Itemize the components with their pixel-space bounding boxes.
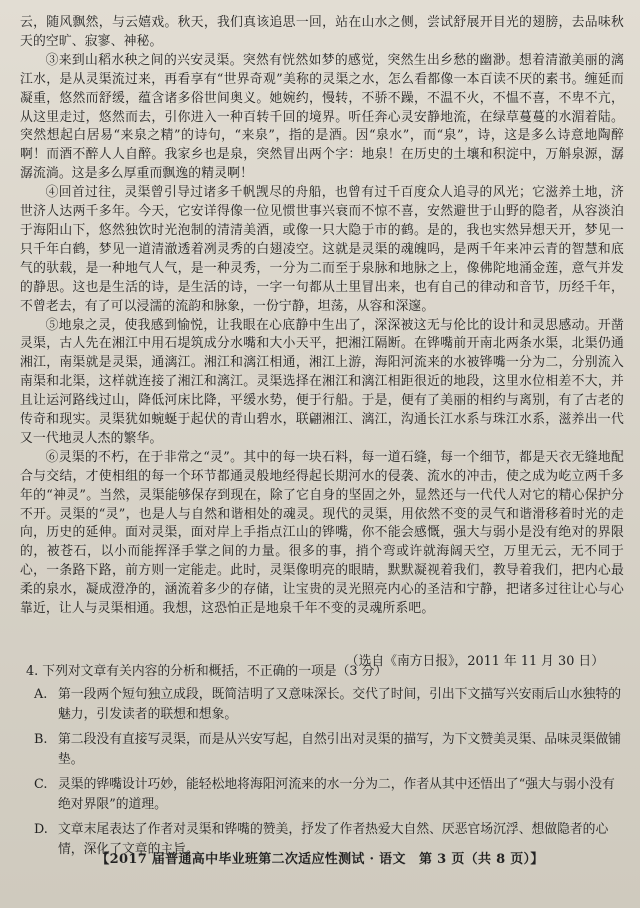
passage-paragraph-5: ⑤地泉之灵，使我感到愉悦，让我眼在心底静中生出了，深深被这无与伦比的设计和灵思感动。开凿灵渠，古人先在湘江中用石堤筑成分水嘴和大小天平，把湘江隔断。在铧嘴前开南北两条水渠，北渠仍通湘江，南渠就是灵渠，通漓江。湘江和漓江相通，湘江上游，海阳河流来的水被铧嘴一分为二，分别流入南渠和北渠，这样就连接了湘江和漓江。灵渠选择在湘江和漓江相距很近的地段，这里水位相差不大，并且让运河路线过山，降低河床比降，平缓水势，便于行船。于是，便有了美丽的相约与离别，有了古老的传奇和现实。灵渠犹如蜿蜒于起伏的青山碧水，联翩湘江、漓江，沟通长江水系与珠江水系，滋养出一代又一代地灵人杰的繁华。 xyxy=(20,317,624,446)
question-title: 4. 下列对文章有关内容的分析和概括，不正确的一项是（3 分） xyxy=(26,664,388,679)
passage-paragraph-4: ④回首过往，灵渠曾引导过诸多千帆觊尽的舟船，也曾有过千百度众人追寻的风光；它滋养土地，济世济人达两千多年。今天，它安详得像一位见惯世事兴衰而不惊不喜，安然避世于山野的隐者，从容淡泊于海阳山下，悠然独饮时光泡制的清清美酒，或像一只大隐于市的鹤。是的，我也实然异想天开，梦见一只千年白鹤，梦见一道清澈透着冽灵秀的白翅凌空。这就是灵渠的魂魄吗，是两千年来冲云青的智慧和底气的驮载，是一种地气人气，是一种灵秀，一分为二而至于泉脉和地脉之上，像佛陀地涌金莲，意气并发的静思。这也是生活的诗，是生活的诗，一字一句都从土里冒出来，也有自己的律动和音节，历经千年，不曾老去，有了可以浸濡的流韵和脉象，一份宁静，坦荡，从容和深邃。 xyxy=(20,185,624,314)
option-text: 第一段两个短句独立成段，既简洁明了又意味深长。交代了时间，引出下文描写兴安雨后山水独特的魅力，引发读者的联想和想象。 xyxy=(58,687,622,722)
option-text: 文章末尾表达了作者对灵渠和铧嘴的赞美，抒发了作者热爱大自然、厌恶官场沉浮、想做隐者的心情，深化了文章的主旨。 xyxy=(58,822,609,857)
option-letter: B. xyxy=(34,732,48,747)
option-text: 灵渠的铧嘴设计巧妙，能轻松地将海阳河流来的水一分为二，作者从其中还悟出了“强大与弱小没有绝对界限”的道理。 xyxy=(58,777,615,812)
option-letter: D. xyxy=(34,822,48,837)
question-4 xyxy=(26,662,626,865)
option-letter: A. xyxy=(34,687,48,702)
option-text: 第二段没有直接写灵渠，而是从兴安写起，自然引出对灵渠的描写，为下文赞美灵渠、品味灵渠做铺垫。 xyxy=(58,732,622,767)
option-letter: C. xyxy=(34,777,48,792)
passage-paragraph-1: 云，随风飘然，与云嬉戏。秋天，我们真该追思一回，站在山水之侧，尝试舒展开目光的翅膀，去品味秋天的空旷、寂寥、神秘。 xyxy=(20,15,624,49)
passage-paragraph-3: ③来到山稻水秧之间的兴安灵渠。突然有恍然如梦的感觉，突然生出乡愁的幽渺。想着清澈美丽的漓江水，是从灵渠流过来，再看享有“世界奇观”美称的灵渠之水，怎么看都像一本百读不厌的素书。缠延而凝重，悠然而舒缓，蕴含诸多俗世间奥义。她婉约，慢转，不骄不躁，不温不火，不愠不喜，不卑不亢，从这里走过，悠然而去，引你进入一种百转千回的境界。听任奔心灵安静地流，在绿草蔓蔓的水湄着陆。突然想起白居易“来泉之精”的诗句，“来泉”，指的是酒。因“泉水”，而“泉”，诗，这是多么诗意地陶醉啊！而酒不醉人人自醉。我家乡也是泉，突然冒出两个字：地泉！在历史的土壤和积淀中，万斛泉源，潺潺流淌。这是多么厚重而飘逸的精灵啊！ xyxy=(20,52,624,182)
passage xyxy=(20,14,624,619)
passage-paragraph-6: ⑥灵渠的不朽，在于非常之“灵”。其中的每一块石料，每一道石缝，每一个细节，都是天衣无缝地配合与交结，才使相组的每一个环节都通灵般地经得起长期河水的侵袭、流水的冲击，使之成为屹立两千多年的“神灵”。当然，灵渠能够保存到现在，除了它自身的坚固之外，显然还与一代代人对它的精心保护分不开。灵渠的“灵”，也是人与自然和谐相处的魂灵。现代的灵渠，用依然不变的灵气和谐滑移着时光的走向，历史的延伸。面对灵渠，面对岸上手指点江山的铧嘴，你不能会感慨，强大与弱小是没有绝对的界限的，被苍石，以小而能挥泽手掌之间的力量。很多的事，捎个弯或许就海阔天空，万里无云，无不同于心，一条路下路，前方则一定能走。此时，灵渠像明亮的眼睛，默默凝视着我们，教导着我们，把内心最柔的泉水，凝成澄净的，涵流着多少的存储，让宝贵的灵光照亮内心的圣洁和宁静，把诸多过往让心与心靠近，让人与灵渠相通。我想，这恐怕正是地泉千年不变的灵魂所系吧。 xyxy=(20,449,624,617)
option-a xyxy=(26,685,626,725)
source-citation: （选自《南方日报》，2011 年 11 月 30 日） xyxy=(345,654,604,669)
option-b xyxy=(26,730,626,770)
page-footer: 【2017 届普通高中毕业班第二次适应性测试 · 语文 第 3 页（共 8 页）】 xyxy=(96,852,544,867)
option-c xyxy=(26,775,626,815)
